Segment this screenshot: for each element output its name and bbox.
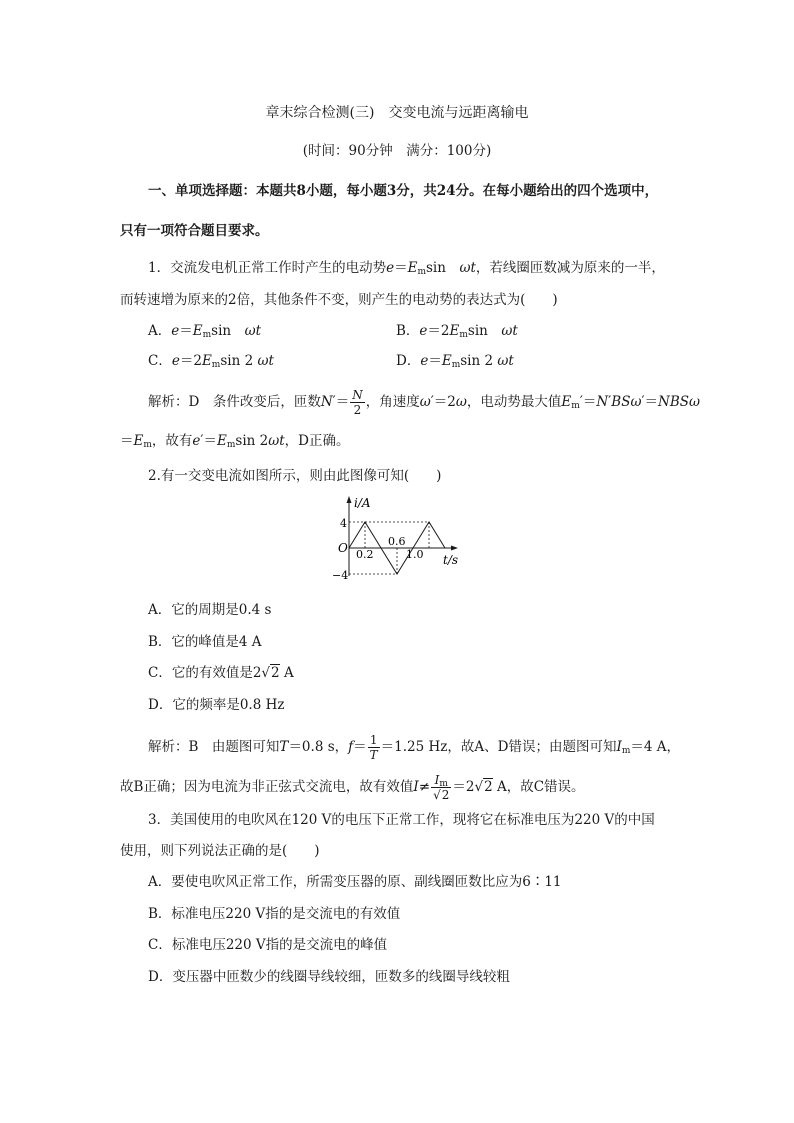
section-heading-line1: 一、单项选择题：本题共8小题，每小题3分，共24分。在每小题给出的四个选项中，	[148, 183, 659, 199]
page-subtitle: (时间：90分钟 满分：100分)	[302, 143, 492, 159]
q1-stem-prefix: 1．交流发电机正常工作时产生的电动势	[148, 260, 387, 276]
q3-option-c: C．标准电压220 V指的是交流电的峰值	[148, 937, 388, 953]
y-axis-label: i/A	[354, 496, 371, 510]
q3-option-d: D．变压器中匝数少的线圈导线较细，匝数多的线圈导线较粗	[148, 969, 510, 985]
fraction-1-over-t: $\frac{1}{T}$	[369, 733, 378, 762]
y-tick-label-neg: −4	[332, 569, 349, 582]
page-title: 章末综合检测(三) 交变电流与远距离输电	[265, 105, 529, 121]
x-axis-arrow	[451, 546, 458, 551]
x-tick-label-1-0: 1.0	[406, 548, 424, 561]
q2-analysis-line2: 故B正确；因为电流为非正弦式交流电，故有效值I≠ $\frac{I_m}{√2}$ ＝2√2 A，故C错误。	[120, 773, 585, 802]
q2-analysis-line1: 解析：B 由题图可知T＝0.8 s，f＝ $\frac{1}{T}$ ＝1.25 Hz，故A、D错误；由题图可知$I_m=4$ A，	[148, 733, 681, 762]
q2-option-c: C．它的有效值是2√2 A	[148, 665, 294, 681]
q1-option-d: D．$e=E_m\sin$ 2 ωt	[396, 353, 514, 370]
q3-option-a: A．要使电吹风正常工作，所需变压器的原、副线圈匝数比应为6∶11	[148, 874, 562, 890]
y-tick-label-pos: 4	[340, 517, 347, 530]
fraction-n-over-2: $\frac{N}{2}$	[352, 388, 363, 417]
x-tick-label-0-6: 0.6	[388, 535, 406, 548]
q2-option-b: B．它的峰值是4 A	[148, 634, 262, 650]
x-axis-label: t/s	[443, 553, 459, 567]
y-axis-arrow	[347, 496, 352, 503]
q1-stem-line1: 1．交流发电机正常工作时产生的电动势$e=E_m\sin$ ωt，若线圈匝数减为原来的一半，	[148, 260, 665, 277]
q3-stem-line1: 3．美国使用的电吹风在120 V的电压下正常工作，现将它在标准电压为220 V的中国	[148, 812, 655, 828]
fraction-im-over-sqrt2: $\frac{I_m}{√2}$	[433, 773, 450, 802]
q2-option-d: D．它的频率是0.8 Hz	[148, 697, 285, 713]
q1-analysis-line1: 解析：D 条件改变后，匝数N′＝ $\frac{N}{2}$ ，角速度ω′＝2ω，电动势最大值$E_m'=N'BS\omega'=NBS\omega$	[148, 388, 701, 417]
current-time-graph	[327, 494, 487, 584]
q1-stem-line2: 而转速增为原来的2倍，其他条件不变，则产生的电动势的表达式为( )	[120, 292, 558, 308]
q2-option-a: A．它的周期是0.4 s	[148, 602, 272, 618]
q3-option-b: B．标准电压220 V指的是交流电的有效值	[148, 906, 401, 922]
q1-stem-suffix: ，若线圈匝数减为原来的一半，	[475, 260, 665, 276]
q1-analysis-line2: $=E_m$，故有$e'=E_m\sin$ 2ωt，D正确。	[120, 433, 350, 450]
q1-option-b: B．$e=2E_m\sin$ ωt	[396, 323, 518, 340]
x-tick-label-0-2: 0.2	[356, 548, 374, 561]
origin-label: O	[338, 541, 348, 555]
q1-option-a: A．$e=E_m\sin$ ωt	[148, 323, 262, 340]
q3-stem-line2: 使用，则下列说法正确的是( )	[120, 843, 320, 859]
section-heading-line2: 只有一项符合题目要求。	[120, 223, 269, 239]
q1-option-c: C．$e=2E_m\sin$ 2 ωt	[148, 353, 274, 370]
q2-stem: 2.有一交变电流如图所示，则由此图像可知( )	[148, 468, 442, 484]
